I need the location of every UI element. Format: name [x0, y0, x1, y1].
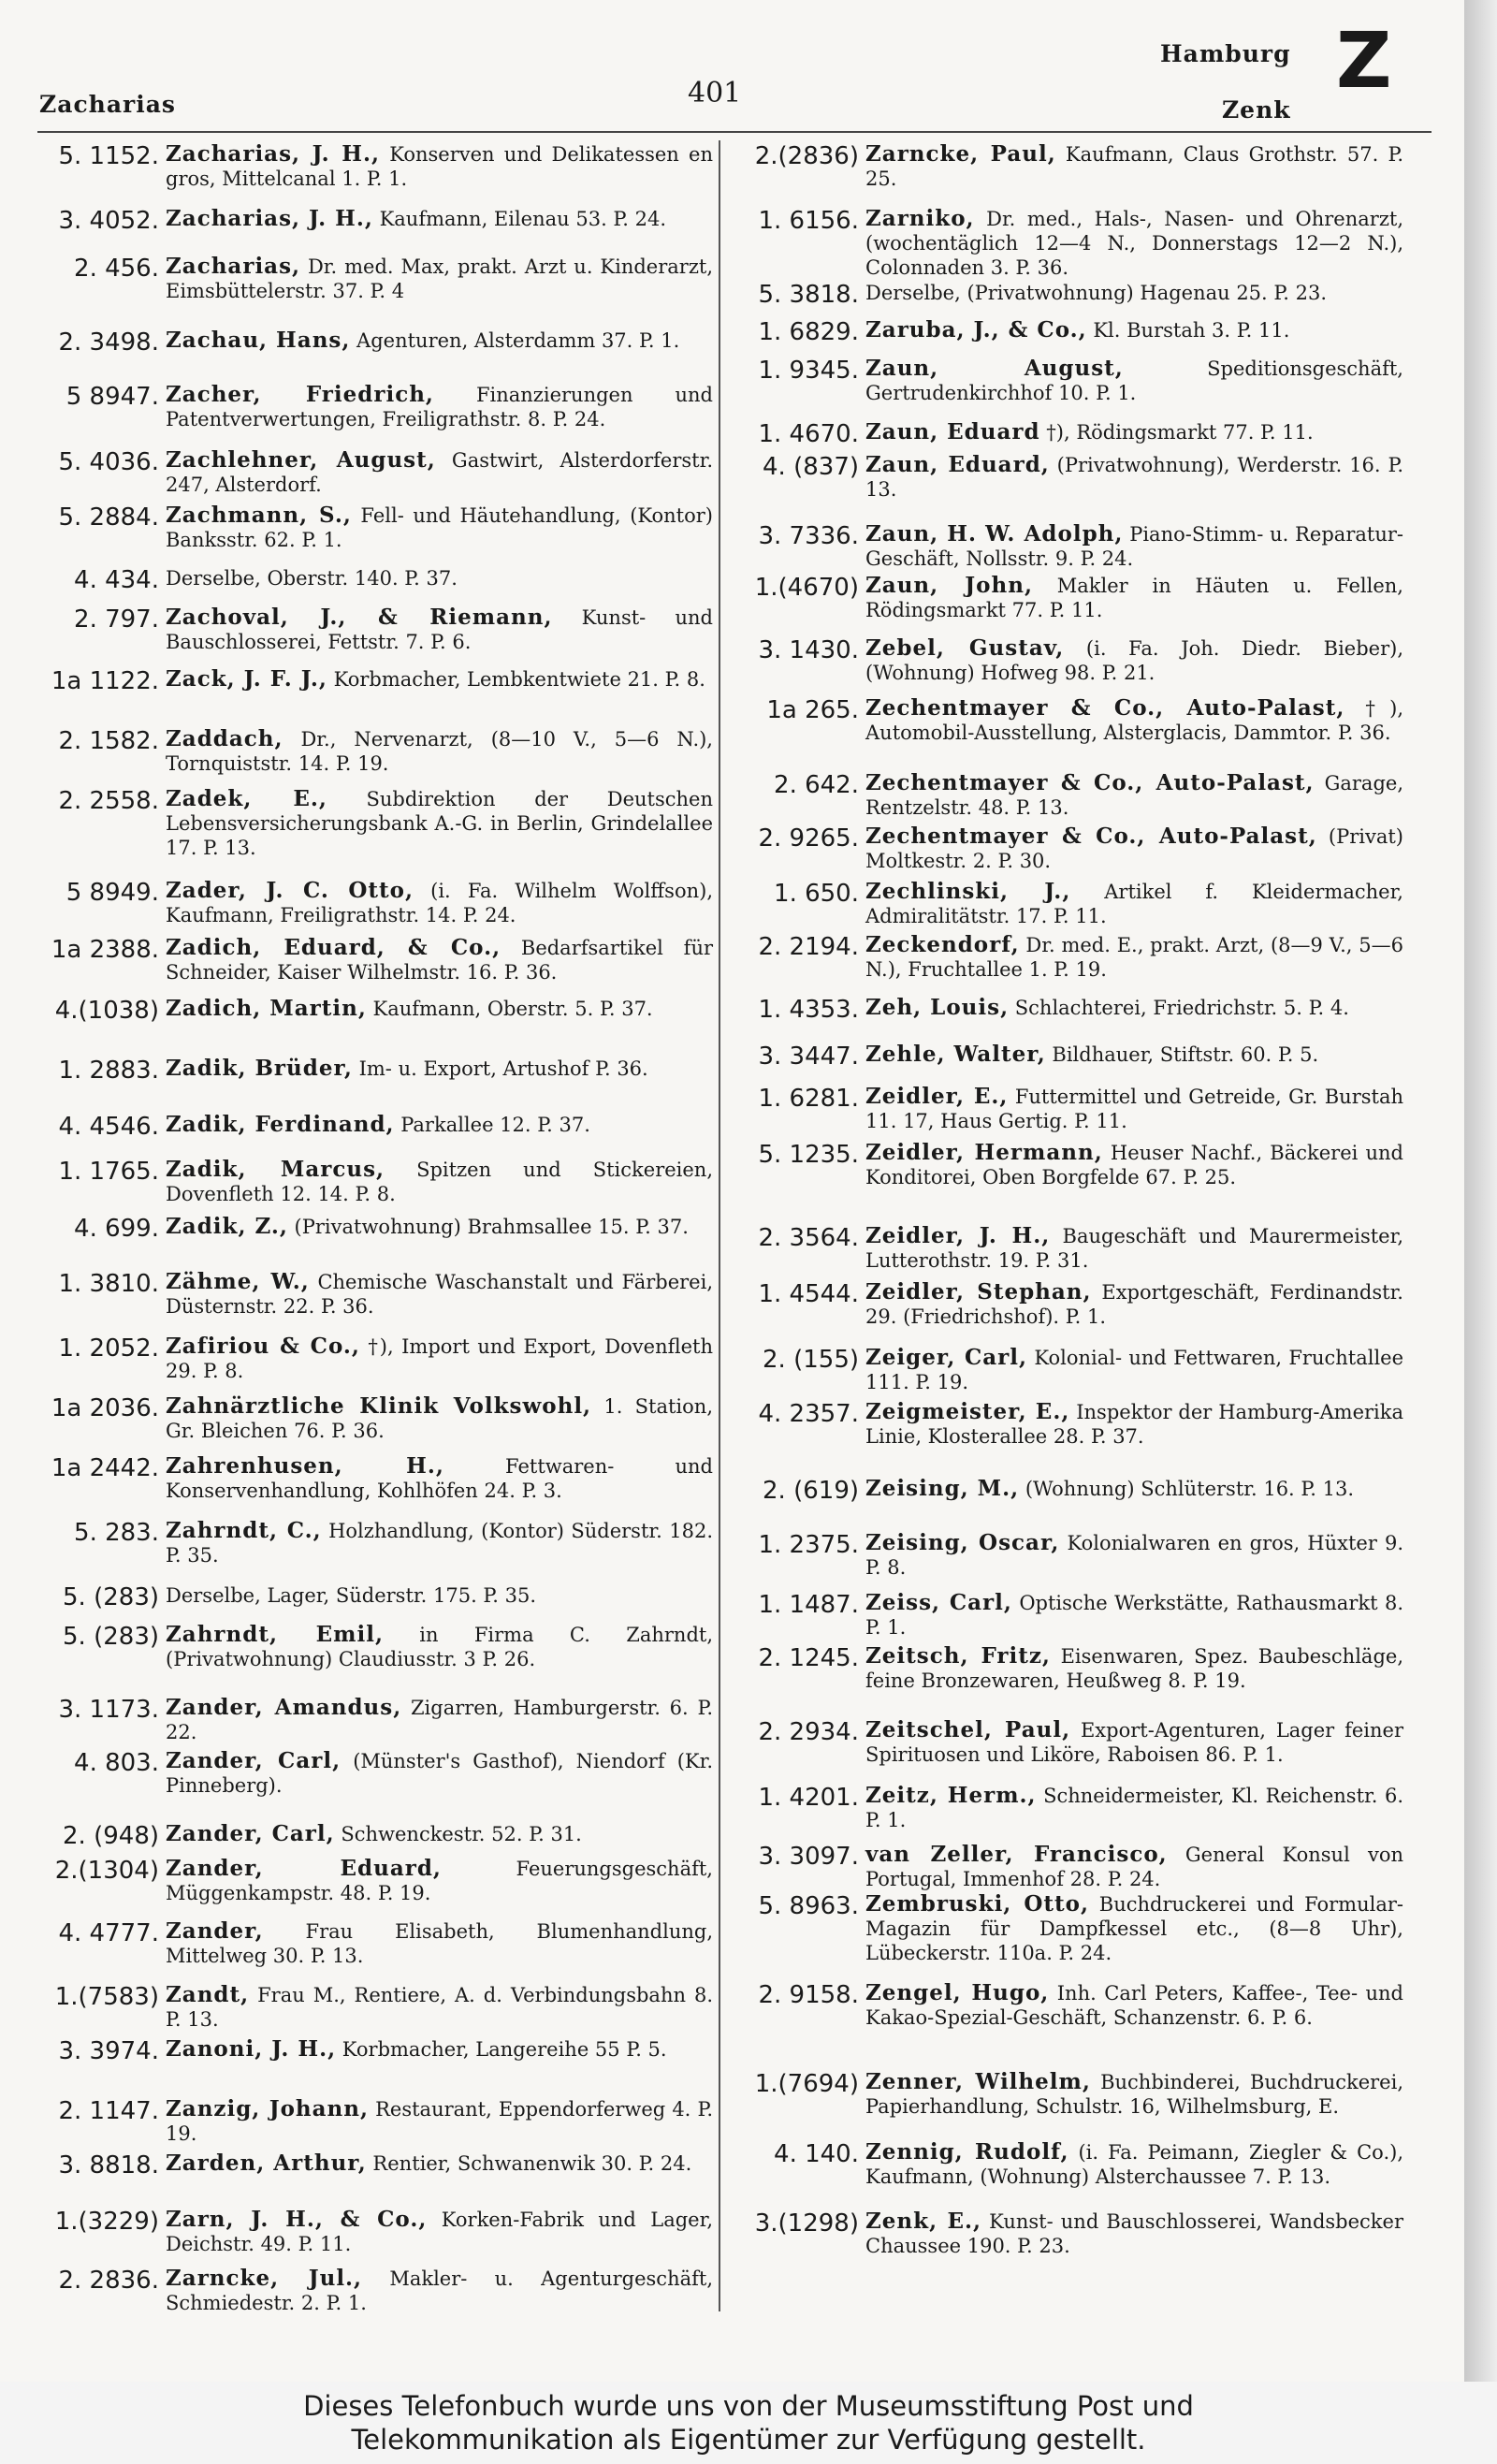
- phone-number: 2. 642.: [774, 771, 859, 799]
- entry-text: [865, 1346, 1403, 1394]
- entry-details: Kolonial- und Fettwaren, Fruchtallee 111. P. 19.: [865, 1347, 1404, 1393]
- entry-text: [166, 605, 713, 654]
- entry-name: Zechentmayer & Co., Auto-Palast,: [865, 824, 1317, 849]
- entry-name: Zadik, Brüder,: [166, 1056, 353, 1081]
- entry-name: Zennig, Rudolf,: [865, 2139, 1069, 2165]
- entry-text: [166, 2037, 713, 2062]
- entry-name: Zähme, W.,: [166, 1269, 310, 1294]
- phone-number: 3. 7336.: [758, 522, 859, 550]
- entry-text: [865, 696, 1403, 745]
- phone-number: 1.(7583): [54, 1983, 159, 2011]
- phone-number: 3. 3097.: [758, 1843, 859, 1871]
- entry-details: (Privatwohnung), Werderstr. 16. P. 13.: [865, 454, 1403, 501]
- entry-name: Zadich, Eduard, & Co.,: [166, 935, 501, 960]
- entry-name: Zander, Carl,: [166, 1748, 342, 1773]
- footer-line-1: Dieses Telefonbuch wurde uns von der Museumsstiftung Post und: [303, 2390, 1194, 2422]
- phone-number: 1. 9345.: [758, 357, 859, 385]
- phone-number: 1. 4201.: [758, 1784, 859, 1812]
- phone-number: 1. 2883.: [58, 1057, 159, 1085]
- entry-text: [865, 1400, 1403, 1449]
- header-last-name: Zenk: [1221, 96, 1291, 124]
- entry-details: Kunst- und Bauschlosserei, Wandsbecker Chaussee 190. P. 23.: [865, 2210, 1403, 2257]
- phone-number: 5 8949.: [65, 879, 159, 907]
- entry-text: [166, 1270, 713, 1319]
- entry-text: [865, 1224, 1403, 1273]
- entry-text: [865, 453, 1403, 502]
- entry-text: [166, 1857, 713, 1905]
- entry-name: Zander, Carl,: [166, 1821, 335, 1846]
- phone-number: 4. 803.: [74, 1749, 159, 1777]
- phone-number: 5. 283.: [74, 1519, 159, 1547]
- phone-number: 5. 1152.: [58, 142, 159, 170]
- phone-number: 4. 699.: [74, 1215, 159, 1243]
- entry-details: Bedarfsartikel für Schneider, Kaiser Wilhelmstr. 16. P. 36.: [166, 937, 714, 984]
- entry-details: Buchdruckerei und Formular-Magazin für Dampfkessel etc., (8—8 Uhr), Lübeckerstr. 110a. P. 24.: [865, 1893, 1403, 1964]
- header-city: Hamburg: [1160, 40, 1291, 67]
- phone-number: 1.(7694): [754, 2070, 859, 2098]
- entry-text: [865, 1718, 1403, 1767]
- entry-details: (Wohnung) Schlüterstr. 16. P. 13.: [1019, 1478, 1355, 1500]
- phone-number: 2. 1147.: [58, 2097, 159, 2125]
- entry-text: [865, 636, 1403, 685]
- entry-text: [166, 1394, 713, 1443]
- column-divider: [719, 140, 720, 2311]
- entry-details: Korbmacher, Lembkentwiete 21. P. 8.: [327, 668, 705, 691]
- entry-name: Zanoni, J. H.,: [166, 2036, 337, 2062]
- entry-name: Zeidler, Stephan,: [865, 1279, 1092, 1305]
- entry-text: [865, 2209, 1403, 2258]
- entry-text: [166, 1158, 713, 1206]
- entry-details: †), Import und Export, Dovenfleth 29. P. 8.: [166, 1335, 713, 1382]
- entry-text: [166, 1113, 713, 1137]
- entry-name: Zander, Eduard,: [166, 1856, 442, 1881]
- entry-name: Zadek, E.,: [166, 786, 327, 811]
- phone-number: 2. 1582.: [58, 727, 159, 755]
- phone-number: 1. 6829.: [758, 318, 859, 346]
- entry-name: Zadich, Martin,: [166, 996, 367, 1021]
- phone-number: 1. 1487.: [758, 1591, 859, 1619]
- entry-details: †), Automobil-Ausstellung, Alsterglacis, Dammtor. P. 36.: [865, 697, 1404, 744]
- entry-name: Zeidler, E.,: [865, 1084, 1009, 1109]
- phone-number: 2. 9158.: [758, 1981, 859, 2009]
- phone-number: 1.(3229): [54, 2208, 159, 2236]
- entry-name: Zacharias,: [166, 254, 301, 279]
- entry-name: Zanzig, Johann,: [166, 2096, 370, 2121]
- entry-name: Zeitschel, Paul,: [865, 1717, 1071, 1742]
- entry-text: [865, 318, 1403, 343]
- entry-name: Zenk, E.,: [865, 2209, 982, 2234]
- entry-text: [865, 880, 1403, 928]
- scan-edge: [1464, 0, 1497, 2382]
- entry-name: Zachoval, J., & Riemann,: [166, 605, 553, 630]
- entry-text: [166, 566, 713, 590]
- entry-text: [865, 1477, 1403, 1501]
- entry-name: Zaun, Eduard: [865, 419, 1040, 445]
- entry-details: Buchbinderei, Buchdruckerei, Papierhandlung, Schulstr. 16, Wilhelmsburg, E.: [865, 2071, 1404, 2118]
- phone-number: 4. 4777.: [58, 1919, 159, 1947]
- entry-details: Artikel f. Kleidermacher, Admiralitätstr. 17. P. 11.: [865, 881, 1403, 927]
- phone-number: 1a 2442.: [51, 1454, 159, 1482]
- entry-text: [166, 727, 713, 776]
- entry-details: Konserven und Delikatessen en gros, Mittelcanal 1. P. 1.: [166, 143, 713, 190]
- entry-text: [166, 328, 713, 353]
- entry-details: Frau M., Rentiere, A. d. Verbindungsbahn 8. P. 13.: [166, 1984, 713, 2031]
- phone-number: 2. 3498.: [58, 328, 159, 357]
- entry-details: (i. Fa. Joh. Diedr. Bieber), (Wohnung) Hofweg 98. P. 21.: [865, 637, 1403, 684]
- entry-details: Fettwaren- und Konservenhandlung, Kohlhöfen 24. P. 3.: [166, 1455, 714, 1502]
- header-letter: Z: [1336, 17, 1392, 106]
- entry-details: Schwenckestr. 52. P. 31.: [334, 1823, 582, 1845]
- entry-details: Kaufmann, Eilenau 53. P. 24.: [372, 208, 667, 230]
- entry-details: Speditionsgeschäft, Gertrudenkirchhof 10. P. 1.: [865, 357, 1403, 404]
- entry-details: Eisenwaren, Spez. Baubeschläge, feine Bronzewaren, Heußweg 8. P. 19.: [865, 1645, 1403, 1692]
- entry-details: (i. Fa. Wilhelm Wolffson), Kaufmann, Freiligrathstr. 14. P. 24.: [166, 880, 713, 926]
- entry-details: Garage, Rentzelstr. 48. P. 13.: [865, 772, 1404, 819]
- entry-name: Zahrndt, C.,: [166, 1518, 322, 1543]
- entry-details: Spitzen und Stickereien, Dovenfleth 12. 14. P. 8.: [166, 1159, 714, 1205]
- phone-number: 3. 8818.: [58, 2151, 159, 2180]
- entry-details: Kolonialwaren en gros, Hüxter 9. P. 8.: [865, 1532, 1403, 1579]
- entry-details: Derselbe, Lager, Süderstr. 175. P. 35.: [166, 1584, 537, 1607]
- phone-number: 5. (283): [63, 1623, 159, 1651]
- entry-text: [865, 1531, 1403, 1580]
- entry-text: [865, 357, 1403, 405]
- entry-details: Fell- und Häutehandlung, (Kontor) Banksstr. 62. P. 1.: [166, 504, 713, 551]
- entry-text: [166, 2097, 713, 2146]
- entry-text: [166, 142, 713, 191]
- entry-details: (Privat) Moltkestr. 2. P. 30.: [865, 825, 1403, 872]
- entry-name: Zahnärztliche Klinik Volkswohl,: [166, 1393, 592, 1419]
- phone-number: 1. 2052.: [58, 1334, 159, 1363]
- phone-number: 1. 4353.: [758, 996, 859, 1024]
- entry-details: Korken-Fabrik und Lager, Deichstr. 49. P. 11.: [166, 2209, 713, 2255]
- entry-details: Feuerungsgeschäft, Müggenkampstr. 48. P. 19.: [166, 1858, 713, 1904]
- phone-number: 2. 2194.: [758, 933, 859, 961]
- entry-name: Zechentmayer & Co., Auto-Palast,: [865, 695, 1345, 721]
- entry-text: [865, 1892, 1403, 1965]
- phone-number: 1a 265.: [766, 696, 859, 724]
- entry-details: Dr., Nervenarzt, (8—10 V., 5—6 N.), Tornquiststr. 14. P. 19.: [166, 728, 713, 775]
- entry-text: [166, 2267, 713, 2315]
- entry-text: [166, 1749, 713, 1798]
- entry-details: Exportgeschäft, Ferdinandstr. 29. (Friedrichshof). P. 1.: [865, 1281, 1403, 1328]
- phone-number: 4. 140.: [774, 2140, 859, 2168]
- entry-details: in Firma C. Zahrndt, (Privatwohnung) Claudiusstr. 3 P. 26.: [166, 1624, 713, 1670]
- entry-name: Zahrenhusen, H.,: [166, 1453, 444, 1479]
- phone-number: 1. 6156.: [758, 207, 859, 235]
- entry-details: Zigarren, Hamburgerstr. 6. P. 22.: [166, 1697, 713, 1743]
- entry-name: Zaun, Eduard,: [865, 452, 1050, 477]
- entry-text: [166, 879, 713, 927]
- entry-name: Zechentmayer & Co., Auto-Palast,: [865, 770, 1315, 795]
- phone-number: 2. (619): [763, 1477, 859, 1505]
- entry-text: [166, 255, 713, 303]
- entry-name: Zader, J. C. Otto,: [166, 878, 414, 903]
- entry-name: Zeigmeister, E.,: [865, 1399, 1070, 1424]
- entry-details: (Privatwohnung) Brahmsallee 15. P. 37.: [287, 1216, 689, 1238]
- entry-details: Heuser Nachf., Bäckerei und Konditorei, Oben Borgfelde 67. P. 25.: [865, 1142, 1403, 1188]
- entry-name: Zeiss, Carl,: [865, 1590, 1012, 1615]
- header-right: [1160, 26, 1291, 139]
- entry-details: (i. Fa. Peimann, Ziegler & Co.), Kaufmann, (Wohnung) Alsterchaussee 7. P. 13.: [865, 2141, 1404, 2188]
- header-first-name: Zacharias: [39, 91, 176, 118]
- entry-name: Zeising, Oscar,: [865, 1530, 1060, 1555]
- entry-name: Zacher, Friedrich,: [166, 382, 434, 407]
- entry-text: [865, 574, 1403, 622]
- phone-number: 1. 3810.: [58, 1270, 159, 1298]
- entry-name: Zandt,: [166, 1982, 250, 2007]
- phone-number: 2. 2934.: [758, 1718, 859, 1746]
- header-rule: [37, 131, 1432, 133]
- entry-name: Zeh, Louis,: [865, 995, 1010, 1020]
- entry-details: Kaufmann, Oberstr. 5. P. 37.: [366, 998, 653, 1020]
- entry-details: General Konsul von Portugal, Immenhof 28. P. 24.: [865, 1844, 1403, 1890]
- entry-text: [166, 787, 713, 860]
- phone-number: 3. 1430.: [758, 636, 859, 664]
- phone-number: 4. 434.: [74, 566, 159, 594]
- entry-text: [865, 824, 1403, 873]
- phone-number: 1. 4544.: [758, 1280, 859, 1308]
- entry-text: [166, 1919, 713, 1968]
- phone-number: 2. 797.: [74, 605, 159, 634]
- entry-name: Zeitz, Herm.,: [865, 1783, 1037, 1808]
- entry-text: [166, 667, 713, 692]
- entry-name: Zarncke, Paul,: [865, 141, 1056, 167]
- phone-number: 5. 3818.: [758, 281, 859, 309]
- entry-name: Zafiriou & Co.,: [166, 1334, 360, 1359]
- entry-name: Zenner, Wilhelm,: [865, 2069, 1091, 2094]
- entry-text: [865, 1644, 1403, 1693]
- entry-text: [865, 522, 1403, 571]
- phone-number: 5. 4036.: [58, 448, 159, 476]
- phone-number: 5. 8963.: [758, 1892, 859, 1920]
- entry-text: [166, 207, 713, 231]
- entry-details: Dr. med. Max, prakt. Arzt u. Kinderarzt, Eimsbüttelerstr. 37. P. 4: [166, 255, 713, 302]
- entry-name: Zaun, H. W. Adolph,: [865, 521, 1124, 547]
- entry-name: Zachau, Hans,: [166, 328, 351, 353]
- entry-name: Zeitsch, Fritz,: [865, 1643, 1051, 1669]
- entry-name: Zebel, Gustav,: [865, 635, 1065, 661]
- entry-name: Zachmann, S.,: [166, 503, 352, 528]
- entry-details: Korbmacher, Langereihe 55 P. 5.: [336, 2038, 667, 2061]
- entry-details: (Münster's Gasthof), Niendorf (Kr. Pinneberg).: [166, 1750, 713, 1797]
- phone-number: 1. 4670.: [758, 420, 859, 448]
- entry-details: Inspektor der Hamburg-Amerika Linie, Klosterallee 28. P. 37.: [865, 1401, 1403, 1448]
- entry-name: Zeckendorf,: [865, 932, 1020, 957]
- entry-name: Zahrndt, Emil,: [166, 1622, 384, 1647]
- phone-number: 2. 2558.: [58, 787, 159, 815]
- entry-name: Zarden, Arthur,: [166, 2151, 367, 2176]
- entry-name: Zarn, J. H., & Co.,: [166, 2207, 428, 2232]
- phone-number: 1. 1765.: [58, 1158, 159, 1186]
- phone-number: 2. 2836.: [58, 2267, 159, 2295]
- phone-number: 3. 1173.: [58, 1696, 159, 1724]
- entry-text: [865, 1784, 1403, 1832]
- entry-text: [166, 997, 713, 1021]
- entry-name: Zeising, M.,: [865, 1476, 1020, 1501]
- entry-name: Zeidler, Hermann,: [865, 1140, 1103, 1165]
- phone-number: 4. (837): [763, 453, 859, 481]
- entry-text: [166, 1983, 713, 2032]
- entry-details: Restaurant, Eppendorferweg 4. P. 19.: [166, 2098, 713, 2145]
- entry-details: Futtermittel und Getreide, Gr. Burstah 11. 17, Haus Gertig. P. 11.: [865, 1086, 1403, 1132]
- entry-name: Zachlehner, August,: [166, 447, 436, 473]
- entry-details: Rentier, Schwanenwik 30. P. 24.: [366, 2152, 692, 2175]
- entry-name: Zarncke, Jul.,: [166, 2266, 363, 2291]
- entry-name: van Zeller, Francisco,: [865, 1842, 1168, 1867]
- entry-details: Chemische Waschanstalt und Färberei, Düsternstr. 22. P. 36.: [166, 1271, 713, 1318]
- entry-details: Dr. med. E., prakt. Arzt, (8—9 V., 5—6 N.), Fruchtallee 1. P. 19.: [865, 934, 1403, 981]
- entry-text: [166, 1583, 713, 1608]
- entry-name: Zaddach,: [166, 726, 283, 751]
- entry-details: 1. Station, Gr. Bleichen 76. P. 36.: [166, 1395, 713, 1442]
- entry-text: [166, 2208, 713, 2256]
- entry-details: Makler in Häuten u. Fellen, Rödingsmarkt 77. P. 11.: [865, 575, 1403, 621]
- entry-text: [865, 420, 1403, 445]
- entry-text: [865, 1141, 1403, 1189]
- phone-number: 2. (948): [63, 1822, 159, 1850]
- entry-details: Bildhauer, Stiftstr. 60. P. 5.: [1045, 1043, 1319, 1066]
- entry-details: Baugeschäft und Maurermeister, Lutterothstr. 19. P. 31.: [865, 1225, 1403, 1272]
- entry-details: Schlachterei, Friedrichstr. 5. P. 4.: [1009, 997, 1349, 1019]
- phone-number: 2. 456.: [74, 255, 159, 283]
- entry-name: Zeiger, Carl,: [865, 1345, 1028, 1370]
- phone-number: 2. 3564.: [758, 1224, 859, 1252]
- entry-details: †), Rödingsmarkt 77. P. 11.: [1039, 421, 1314, 444]
- entry-text: [166, 448, 713, 497]
- entry-name: Zacharias, J. H.,: [166, 141, 380, 167]
- phone-number: 1.(4670): [754, 574, 859, 602]
- entry-text: [865, 996, 1403, 1020]
- entry-details: Frau Elisabeth, Blumenhandlung, Mittelweg 30. P. 13.: [166, 1920, 713, 1967]
- phone-number: 1. 6281.: [758, 1085, 859, 1113]
- entry-details: Piano-Stimm- u. Reparatur-Geschäft, Nollsstr. 9. P. 24.: [865, 523, 1403, 570]
- entry-text: [166, 1454, 713, 1503]
- footer-line-2: Telekommunikation als Eigentümer zur Verfügung gestellt.: [351, 2424, 1146, 2456]
- entry-text: [166, 1057, 713, 1081]
- entry-details: Derselbe, (Privatwohnung) Hagenau 25. P. 23.: [865, 282, 1328, 304]
- entry-name: Zadik, Marcus,: [166, 1157, 385, 1182]
- phone-number: 1. 650.: [774, 880, 859, 908]
- entry-details: Finanzierungen und Patentverwertungen, Freiligrathstr. 8. P. 24.: [166, 384, 713, 430]
- footer-notice: [0, 2382, 1497, 2464]
- entry-text: [166, 1334, 713, 1383]
- phone-number: 3. 3974.: [58, 2037, 159, 2065]
- entry-details: Inh. Carl Peters, Kaffee-, Tee- und Kakao-Spezial-Geschäft, Schanzenstr. 6. P. 6.: [865, 1982, 1403, 2029]
- entry-details: Holzhandlung, (Kontor) Süderstr. 182. P. 35.: [166, 1520, 713, 1567]
- entry-details: Gastwirt, Alsterdorferstr. 247, Alsterdorf.: [166, 449, 713, 496]
- entry-name: Zarniko,: [865, 206, 975, 231]
- entry-name: Zehle, Walter,: [865, 1042, 1046, 1067]
- entry-text: [166, 1623, 713, 1671]
- entry-details: Derselbe, Oberstr. 140. P. 37.: [166, 567, 458, 590]
- entry-text: [865, 933, 1403, 982]
- entry-text: [166, 936, 713, 984]
- entry-name: Zembruski, Otto,: [865, 1891, 1090, 1917]
- entry-text: [166, 1215, 713, 1239]
- entry-name: Zaruba, J., & Co.,: [865, 317, 1087, 343]
- entry-text: [865, 142, 1403, 191]
- phone-number: 3. 4052.: [58, 207, 159, 235]
- entry-text: [865, 1843, 1403, 1891]
- entry-name: Zengel, Hugo,: [865, 1980, 1050, 2005]
- entry-name: Zander, Amandus,: [166, 1695, 402, 1720]
- phone-number: 5 8947.: [65, 383, 159, 411]
- entry-text: [865, 771, 1403, 820]
- entry-details: Dr. med., Hals-, Nasen- und Ohrenarzt, (wochentäglich 12—4 N., Donnerstags 12—2 N.), Colonnaden 3. P. 36.: [865, 208, 1403, 279]
- entry-details: Kaufmann, Claus Grothstr. 57. P. 25.: [865, 143, 1403, 190]
- entry-name: Zadik, Z.,: [166, 1214, 288, 1239]
- entry-details: Kunst- und Bauschlosserei, Fettstr. 7. P. 6.: [166, 606, 713, 653]
- entry-text: [865, 2070, 1403, 2119]
- entry-text: [166, 1822, 713, 1846]
- entry-name: Zaun, August,: [865, 356, 1124, 381]
- entry-text: [865, 281, 1403, 305]
- entry-details: Im- u. Export, Artushof P. 36.: [352, 1057, 648, 1080]
- entry-name: Zacharias, J. H.,: [166, 206, 373, 231]
- entry-details: Agenturen, Alsterdamm 37. P. 1.: [350, 329, 680, 352]
- phone-number: 2.(2836): [754, 142, 859, 170]
- entry-text: [166, 503, 713, 552]
- entry-name: Zadik, Ferdinand,: [166, 1112, 395, 1137]
- entry-text: [166, 383, 713, 431]
- phone-number: 4. 2357.: [758, 1400, 859, 1428]
- entry-text: [865, 1591, 1403, 1640]
- page-number: 401: [688, 77, 742, 109]
- entry-details: Makler- u. Agenturgeschäft, Schmiedestr. 2. P. 1.: [166, 2267, 714, 2314]
- entry-text: [865, 2140, 1403, 2189]
- phone-number: 3. 3447.: [758, 1042, 859, 1071]
- entry-text: [865, 1042, 1403, 1067]
- entry-text: [865, 207, 1403, 280]
- phone-number: 1a 2388.: [51, 936, 159, 964]
- entry-details: Kl. Burstah 3. P. 11.: [1086, 319, 1290, 342]
- phone-number: 5. 1235.: [758, 1141, 859, 1169]
- phone-number: 1a 2036.: [51, 1394, 159, 1422]
- entry-name: Zander,: [166, 1918, 264, 1944]
- entry-text: [865, 1981, 1403, 2030]
- entry-name: Zack, J. F. J.,: [166, 666, 327, 692]
- phone-number: 5. 2884.: [58, 503, 159, 532]
- entry-text: [865, 1085, 1403, 1133]
- phone-number: 1. 2375.: [758, 1531, 859, 1559]
- entry-details: Parkallee 12. P. 37.: [394, 1114, 590, 1136]
- entry-name: Zechlinski, J.,: [865, 879, 1071, 904]
- entry-details: Export-Agenturen, Lager feiner Spirituosen und Liköre, Raboisen 86. P. 1.: [865, 1719, 1403, 1766]
- entry-text: [865, 1280, 1403, 1329]
- entry-text: [166, 2151, 713, 2176]
- phone-number: 4. 4546.: [58, 1113, 159, 1141]
- entry-details: Subdirektion der Deutschen Lebensversicherungsbank A.-G. in Berlin, Grindelallee 17. P. 13.: [166, 788, 713, 859]
- phone-number: 2. 9265.: [758, 824, 859, 853]
- phone-number: 3.(1298): [754, 2209, 859, 2238]
- phone-number: 2. 1245.: [758, 1644, 859, 1672]
- phone-number: 4.(1038): [54, 997, 159, 1025]
- phone-number: 2.(1304): [54, 1857, 159, 1885]
- entry-text: [166, 1519, 713, 1567]
- phone-number: 5. (283): [63, 1583, 159, 1611]
- entry-details: Optische Werkstätte, Rathausmarkt 8. P. 1.: [865, 1592, 1403, 1639]
- entry-details: Schneidermeister, Kl. Reichenstr. 6. P. 1.: [865, 1785, 1403, 1831]
- entry-name: Zeidler, J. H.,: [865, 1223, 1051, 1248]
- entry-name: Zaun, John,: [865, 573, 1033, 598]
- phone-number: 1a 1122.: [51, 667, 159, 695]
- phone-number: 2. (155): [763, 1346, 859, 1374]
- entry-text: [166, 1696, 713, 1744]
